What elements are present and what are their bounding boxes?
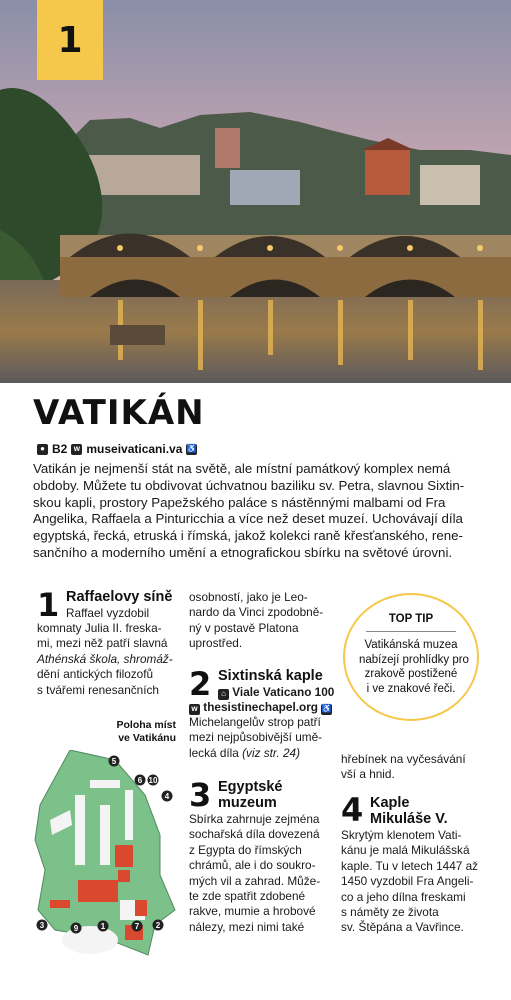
- section-text-1c: [189, 590, 323, 652]
- text-line: s náměty ze života: [341, 905, 439, 920]
- section-text-3: [189, 812, 320, 935]
- chapter-number-badge: 1: [37, 0, 103, 80]
- vatican-map: [30, 750, 180, 990]
- section-number-4: 4: [341, 791, 364, 829]
- text-line: Michelangelův strop patří: [189, 715, 321, 729]
- map-pin-icon: ●: [37, 444, 48, 455]
- top-tip-text: [359, 638, 469, 696]
- heading-line: Egyptské: [218, 779, 283, 795]
- text-line: s tvářemi renesančních: [37, 682, 159, 697]
- text-line: zrakově postižené: [364, 668, 458, 681]
- intro-line: skou kapli, prostory Papežského paláce s nástěnnými malbami od Fra: [33, 494, 446, 510]
- text-line: lecká díla: [189, 745, 239, 760]
- map-marker: 5: [111, 757, 117, 766]
- section-heading-1: Raffaelovy síně: [66, 589, 173, 605]
- text-line: ný v postavě Platona: [189, 620, 299, 635]
- website-link[interactable]: museivaticani.va: [86, 442, 183, 456]
- intro-paragraph: [33, 461, 481, 562]
- text-line: sv. Štěpána a Vavřince.: [341, 920, 464, 935]
- map-marker: 10: [148, 776, 158, 785]
- text-line: komnaty Julia II. freska-: [37, 621, 162, 635]
- text-line: osobností, jako je Leo-: [189, 590, 308, 604]
- section-heading-2: Sixtinská kaple: [218, 668, 323, 684]
- home-icon: ⌂: [218, 689, 229, 700]
- website-icon: w: [71, 444, 82, 455]
- map-marker: 2: [155, 921, 161, 930]
- intro-line: obdoby. Můžete tu obdivovat úchvatnou baziliku sv. Petra, slavnou Sixtin-: [33, 477, 465, 493]
- text-line: mezi nejpůsobivější umě-: [189, 730, 323, 745]
- text-line: mi, mezi něž patří slavná: [37, 636, 168, 651]
- text-line: i ve znakové řeči.: [366, 682, 456, 695]
- page-ref: (viz str. 24): [242, 745, 301, 760]
- accessibility-icon: ♿: [186, 444, 197, 453]
- intro-line: Vatikán je nejmenší stát na světě, ale místní památkový komplex nemá: [33, 461, 451, 476]
- section-text-1a: [66, 606, 149, 621]
- section-number-2: 2: [189, 665, 212, 703]
- grid-ref: B2: [52, 442, 68, 456]
- text-line: te zde spatřit zdobené: [189, 889, 306, 904]
- map-marker: 1: [100, 922, 106, 931]
- heading-line: muzeum: [218, 795, 277, 811]
- map-label: [80, 719, 176, 745]
- section-heading-4: [370, 795, 448, 827]
- intro-line: egyptská, řecká, etruská i římská, jakož kolekci raně křesťanského, rene-: [33, 528, 463, 544]
- section-text-3-continued: [341, 752, 466, 783]
- text-line: Skrytým klenotem Vati-: [341, 828, 462, 842]
- text-line: z Egypta do římských: [189, 842, 302, 857]
- section-text-1b: [37, 621, 173, 698]
- heading-line: Kaple: [370, 795, 410, 811]
- text-line: hřebínek na vyčesávání: [341, 752, 466, 766]
- map-marker: 4: [164, 792, 170, 801]
- text-line: Vatikánská muzea: [364, 639, 458, 651]
- address-text: Viale Vaticano 100: [232, 685, 335, 699]
- intro-line: Angelika, Raffaela a Pinturicchia a více než deset muzeí. Uchovávají díla: [33, 511, 463, 527]
- text-line: sochařská díla dovezená: [189, 827, 320, 842]
- text-line: 1450 vyzdobil Fra Angeli-: [341, 874, 474, 889]
- website-line: [189, 700, 332, 715]
- text-line: rakve, mumie a hrobové: [189, 904, 316, 919]
- map-label-line: ve Vatikánu: [118, 732, 176, 744]
- text-line: chrámů, ale i do soukro-: [189, 858, 316, 873]
- page-title: VATIKÁN: [33, 393, 205, 433]
- section-number-3: 3: [189, 776, 212, 814]
- heading-line: Mikuláše V.: [370, 811, 448, 827]
- top-tip: [343, 593, 479, 721]
- section-text-4: [341, 828, 478, 936]
- map-marker: 6: [137, 776, 143, 785]
- accessibility-icon: ♿: [321, 704, 332, 713]
- map-marker: 7: [134, 922, 140, 931]
- text-line: nálezy, mezi nimi také: [189, 919, 305, 934]
- text-line: Raffael vyzdobil: [66, 606, 150, 620]
- text-line: co a jeho dílna freskami: [341, 889, 466, 904]
- text-line: kaple. Tu v letech 1447 až: [341, 858, 479, 873]
- address-line: [218, 685, 334, 700]
- text-line: vší a hnid.: [341, 767, 395, 782]
- map-marker: 3: [39, 921, 45, 930]
- text-line: uprostřed.: [189, 636, 243, 651]
- text-line: nabízejí prohlídky pro: [359, 653, 469, 666]
- text-line: Athénská škola, shromáž-: [37, 651, 173, 666]
- map-label-line: Poloha míst: [116, 719, 176, 731]
- section-number-1: 1: [37, 586, 60, 624]
- text-line: dění antických filozofů: [37, 667, 154, 682]
- top-tip-divider: [366, 631, 456, 632]
- website-link-2[interactable]: thesistinechapel.org: [203, 700, 319, 714]
- top-tip-label: TOP TIP: [388, 613, 434, 625]
- intro-line: sančního a moderního umění a etnografickou sbírku na světové úrovni.: [33, 544, 453, 560]
- map-marker: 9: [73, 924, 79, 933]
- text-line: Sbírka zahrnuje zejména: [189, 812, 320, 826]
- text-line: kánu je malá Mikulášská: [341, 843, 470, 858]
- text-line: nardo da Vinci zpodobně-: [189, 605, 324, 620]
- website-icon: w: [189, 704, 200, 715]
- text-line: mých vil a zahrad. Může-: [189, 873, 321, 888]
- section-text-2: [189, 715, 322, 761]
- meta-line: [37, 441, 197, 457]
- section-heading-3: [218, 779, 282, 811]
